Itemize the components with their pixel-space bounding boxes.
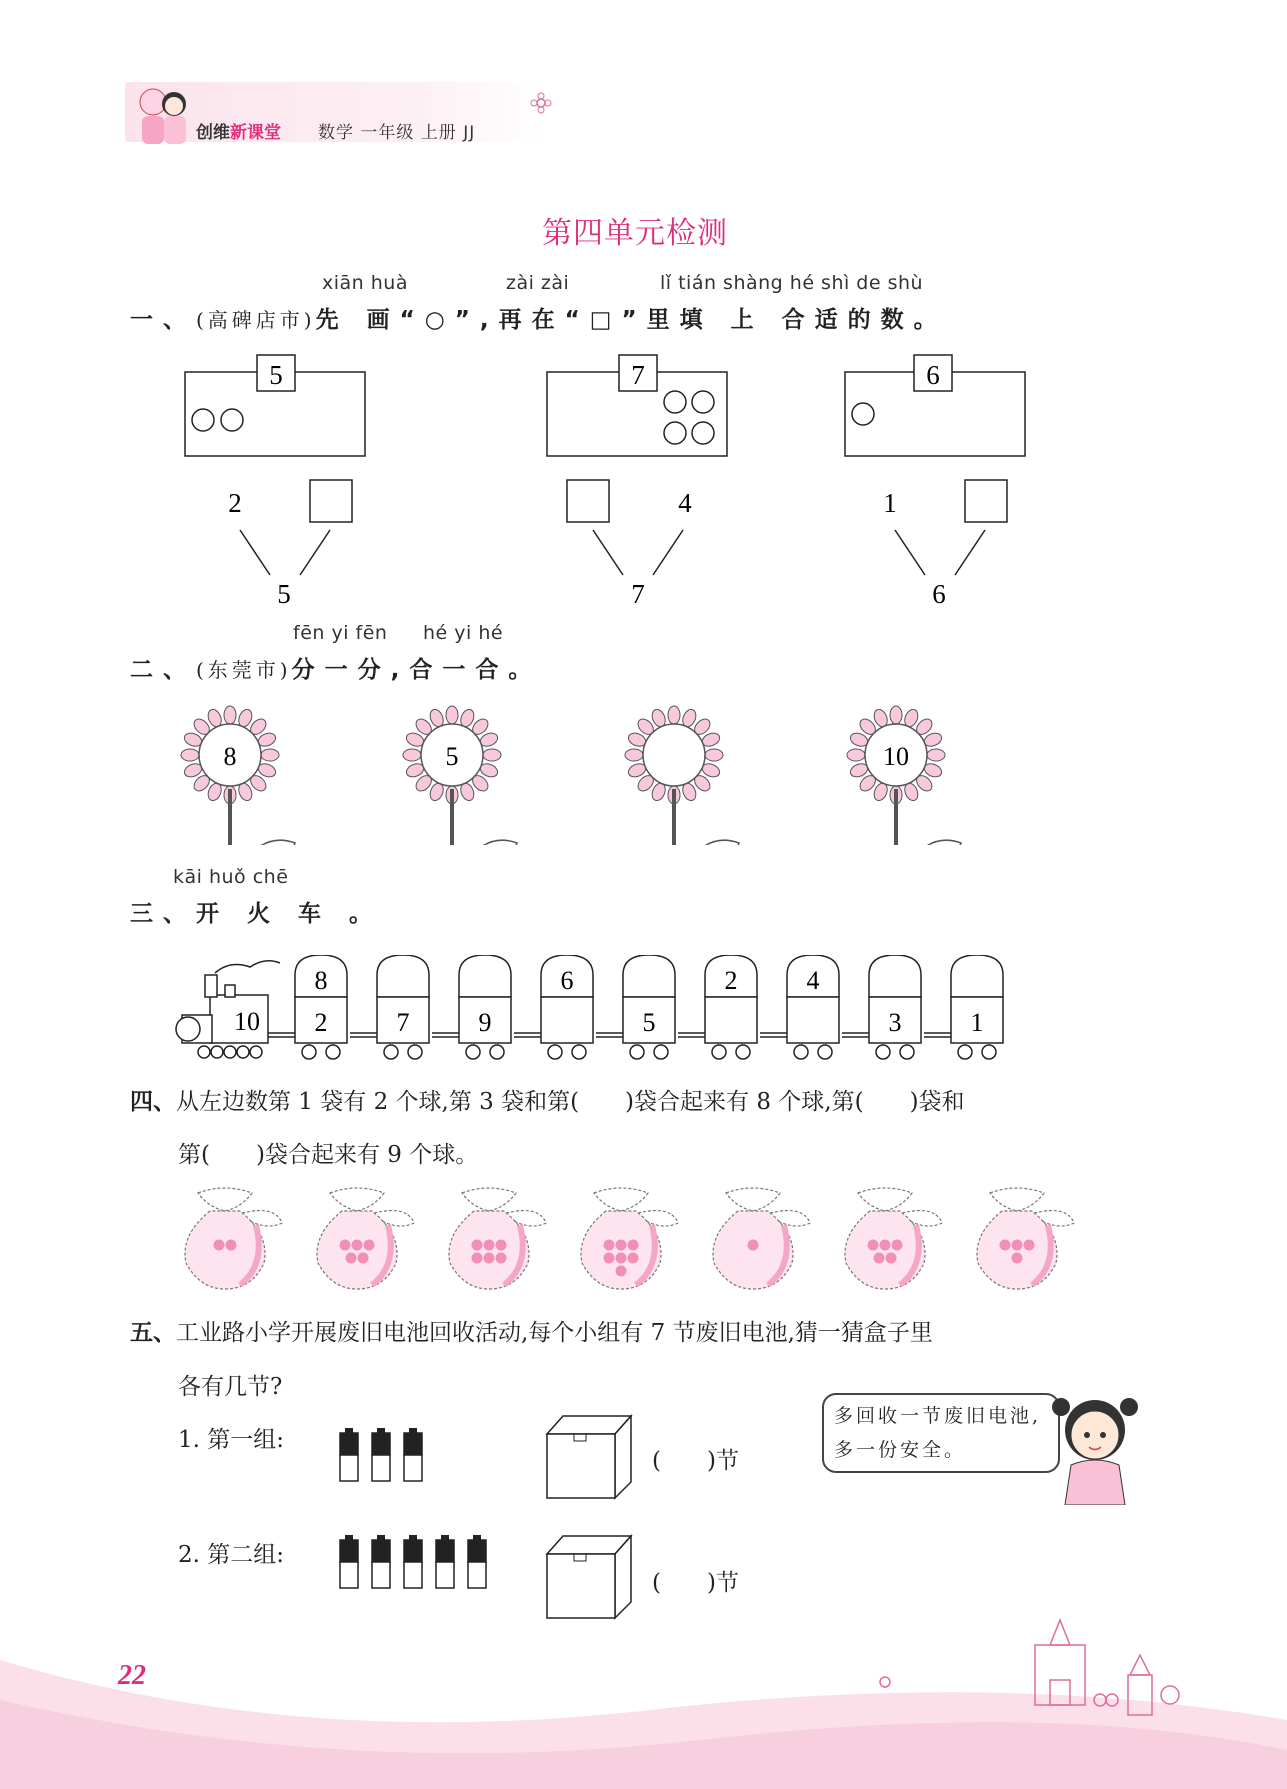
ball bbox=[880, 1240, 891, 1251]
car-top-number: 8 bbox=[314, 966, 328, 995]
book-subtitle: 数学 一年级 上册 JJ bbox=[318, 123, 476, 143]
footer-wave bbox=[0, 1600, 1287, 1789]
page-number: 22 bbox=[118, 1660, 146, 1691]
ball bbox=[1024, 1240, 1035, 1251]
q1-bottom-3: 6 bbox=[932, 579, 946, 609]
q1-diagrams bbox=[180, 350, 1060, 610]
ball bbox=[616, 1253, 627, 1264]
group2-label: 2. 第二组: bbox=[178, 1542, 285, 1568]
train-car-1 bbox=[268, 955, 347, 1059]
girl-illustration bbox=[1045, 1385, 1140, 1505]
car-bottom-number: 3 bbox=[888, 1008, 902, 1037]
q3-pinyin: kāi huǒ chē bbox=[173, 866, 289, 888]
flower-4 bbox=[841, 706, 961, 845]
ball bbox=[496, 1240, 507, 1251]
q1-question: 一、(高碑店市)先 画“○”,再在“□”里填 上 合适的数。 bbox=[130, 307, 947, 333]
train-car-5 bbox=[596, 955, 675, 1059]
car-bottom-number: 5 bbox=[642, 1008, 656, 1037]
car-top-number: 2 bbox=[724, 966, 738, 995]
train-engine bbox=[176, 961, 280, 1058]
bag-7 bbox=[977, 1188, 1074, 1289]
q1-box-1 bbox=[185, 355, 365, 609]
ball bbox=[604, 1240, 615, 1251]
flower-center-number: 10 bbox=[883, 742, 909, 771]
q5-question-line1: 五、工业路小学开展废旧电池回收活动,每个小组有 7 节废旧电池,猜一猜盒子里 bbox=[130, 1320, 933, 1346]
box-1-icon bbox=[545, 1412, 635, 1502]
q2-pinyin-1: fēn yi fēn bbox=[293, 622, 388, 644]
q1-left-1: 2 bbox=[228, 488, 242, 518]
q4-question-line1: 四、从左边数第 1 袋有 2 个球,第 3 袋和第( )袋合起来有 8 个球,第( )袋和 bbox=[130, 1089, 965, 1115]
q1-answer-box-2[interactable] bbox=[567, 480, 609, 522]
ball bbox=[358, 1253, 369, 1264]
brand: 创维新课堂 bbox=[196, 123, 281, 143]
car-top-number: 4 bbox=[806, 966, 820, 995]
group1-label: 1. 第一组: bbox=[178, 1427, 285, 1453]
q1-pinyin-2: zài zài bbox=[506, 272, 570, 294]
car-bottom-number: 1 bbox=[970, 1008, 984, 1037]
car-bottom-number: 9 bbox=[478, 1008, 492, 1037]
bag-6 bbox=[845, 1188, 942, 1289]
ball bbox=[214, 1240, 225, 1251]
bag-4 bbox=[581, 1188, 678, 1289]
ball bbox=[604, 1253, 615, 1264]
flower-2 bbox=[397, 706, 517, 845]
engine-number: 10 bbox=[234, 1007, 260, 1036]
q1-answer-box-3[interactable] bbox=[965, 480, 1007, 522]
ball bbox=[616, 1266, 627, 1277]
ball bbox=[346, 1253, 357, 1264]
q1-box-2 bbox=[547, 355, 727, 609]
bag-2 bbox=[317, 1188, 414, 1289]
q1-bottom-1: 5 bbox=[277, 579, 291, 609]
ball bbox=[1000, 1240, 1011, 1251]
group1-batteries bbox=[340, 1428, 422, 1481]
flower-center-number: 5 bbox=[445, 742, 459, 771]
q1-answer-box-1[interactable] bbox=[310, 480, 352, 522]
ball bbox=[1012, 1240, 1023, 1251]
bag-5 bbox=[713, 1188, 810, 1289]
train-car-8 bbox=[842, 955, 921, 1059]
ball bbox=[340, 1240, 351, 1251]
car-bottom-number: 7 bbox=[396, 1008, 410, 1037]
q1-right-2: 4 bbox=[678, 488, 692, 518]
ball bbox=[868, 1240, 879, 1251]
ball bbox=[1012, 1253, 1023, 1264]
ball bbox=[892, 1240, 903, 1251]
ball bbox=[874, 1253, 885, 1264]
ball bbox=[472, 1240, 483, 1251]
q1-total-2: 7 bbox=[631, 360, 645, 390]
ball bbox=[628, 1240, 639, 1251]
flower-1 bbox=[175, 706, 295, 845]
ball bbox=[472, 1253, 483, 1264]
kids-illustration bbox=[128, 80, 198, 152]
ball bbox=[628, 1253, 639, 1264]
ball bbox=[484, 1240, 495, 1251]
battery-groups bbox=[335, 1420, 515, 1590]
ball bbox=[364, 1240, 375, 1251]
q1-left-3: 1 bbox=[883, 488, 897, 518]
group2-batteries bbox=[340, 1535, 486, 1588]
train-car-9 bbox=[924, 955, 1003, 1059]
ball bbox=[484, 1253, 495, 1264]
ball bbox=[616, 1240, 627, 1251]
train-car-4 bbox=[514, 955, 593, 1059]
car-top-number: 6 bbox=[560, 966, 574, 995]
q1-total-3: 6 bbox=[926, 360, 940, 390]
bag-1 bbox=[185, 1188, 282, 1289]
ball bbox=[226, 1240, 237, 1251]
speech-bubble: 多回收一节废旧电池,多一份安全。 bbox=[822, 1393, 1060, 1473]
q1-pinyin-3: lǐ tián shàng hé shì de shù bbox=[660, 272, 924, 294]
q4-question-line2: 第( )袋合起来有 9 个球。 bbox=[178, 1142, 479, 1168]
q1-total-1: 5 bbox=[269, 360, 283, 390]
bag-3 bbox=[449, 1188, 546, 1289]
train-car-6 bbox=[678, 955, 757, 1059]
q1-box-3 bbox=[845, 355, 1025, 609]
ball bbox=[496, 1253, 507, 1264]
q1-pinyin-1: xiān huà bbox=[322, 272, 408, 294]
flower-center-number: 8 bbox=[223, 742, 237, 771]
q2-pinyin-2: hé yi hé bbox=[423, 622, 504, 644]
flower-3 bbox=[619, 706, 739, 845]
q4-bags bbox=[170, 1185, 1100, 1290]
page-title: 第四单元检测 bbox=[542, 216, 728, 251]
q5-question-line2: 各有几节? bbox=[178, 1374, 283, 1400]
group1-answer[interactable]: ( )节 bbox=[652, 1448, 739, 1474]
train-car-7 bbox=[760, 955, 839, 1059]
train-car-3 bbox=[432, 955, 511, 1059]
ball bbox=[352, 1240, 363, 1251]
q2-flowers bbox=[170, 700, 970, 845]
ball bbox=[886, 1253, 897, 1264]
flower-deco-icon bbox=[530, 92, 552, 114]
train-car-2 bbox=[350, 955, 429, 1059]
q3-train bbox=[170, 955, 1020, 1067]
car-bottom-number: 2 bbox=[314, 1008, 328, 1037]
group2-answer[interactable]: ( )节 bbox=[652, 1570, 739, 1596]
ball bbox=[748, 1240, 759, 1251]
q3-question: 三、开 火 车 。 bbox=[130, 901, 383, 927]
q1-bottom-2: 7 bbox=[631, 579, 645, 609]
q2-question: 二、(东莞市)分一分,合一合。 bbox=[130, 657, 542, 683]
